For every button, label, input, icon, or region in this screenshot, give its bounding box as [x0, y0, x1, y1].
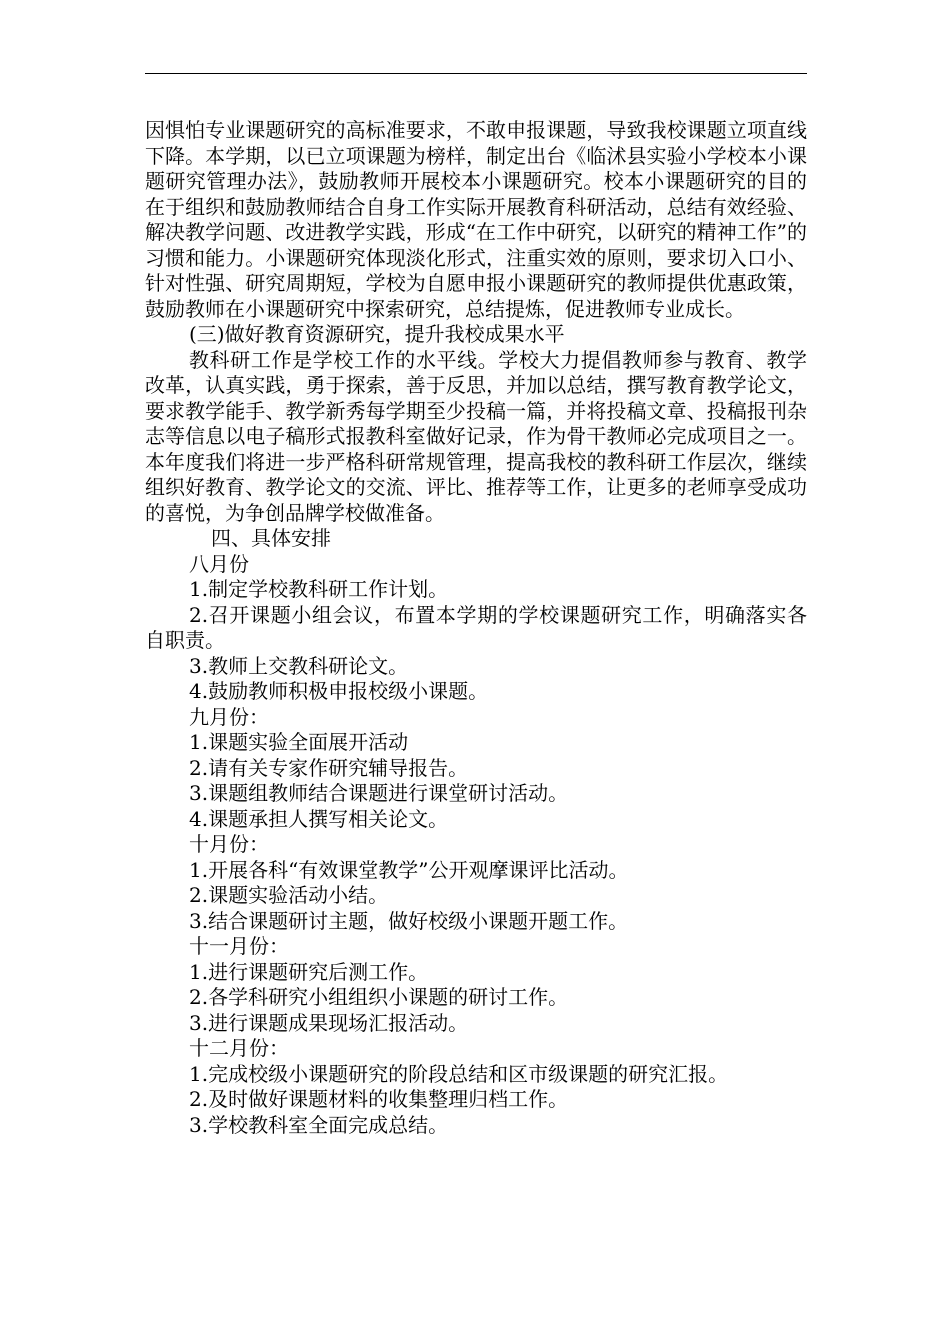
- paragraph-small-topic: 因惧怕专业课题研究的高标准要求，不敢申报课题，导致我校课题立项直线下降。本学期，以已立项课题为榜样，制定出台《临沭县实验小学校本小课题研究管理办法》，鼓励教师开展校本小课题研究。校本小课题研究的目的在于组织和鼓励教师结合自身工作实际开展教育科研活动，总结有效经验、解决教学问题、改进教学实践，形成“在工作中研究，以研究的精神工作”的习惯和能力。小课题研究体现淡化形式，注重实效的原则，要求切入口小、针对性强、研究周期短，学校为自愿申报小课题研究的教师提供优惠政策，鼓励教师在小课题研究中探索研究，总结提炼，促进教师专业成长。: [145, 118, 807, 321]
- list-item: 3.进行课题成果现场汇报活动。: [189, 1010, 469, 1035]
- list-item: 1.制定学校教科研工作计划。: [189, 577, 449, 601]
- header-rule: [145, 73, 807, 74]
- list-item: 2.召开课题小组会议，布置本学期的学校课题研究工作，明确落实各自职责。: [145, 602, 807, 652]
- month-title-oct: 十月份：: [189, 832, 269, 856]
- month-title-aug: 八月份: [189, 551, 249, 576]
- month-title-dec: 十二月份：: [189, 1036, 289, 1060]
- list-item: 1.进行课题研究后测工作。: [189, 959, 429, 984]
- list-item: 3.教师上交教科研论文。: [189, 653, 409, 678]
- month-title-sep: 九月份：: [189, 704, 269, 729]
- list-item: 3.课题组教师结合课题进行课堂研讨活动。: [189, 781, 569, 805]
- list-item: 2.各学科研究小组组织小课题的研讨工作。: [189, 985, 569, 1009]
- list-item: 2.请有关专家作研究辅导报告。: [189, 755, 469, 780]
- list-item: 4.鼓励教师积极申报校级小课题。: [189, 679, 489, 703]
- list-item: 1.课题实验全面展开活动: [189, 730, 409, 754]
- document-body: [145, 118, 807, 1138]
- paragraph-research: 教科研工作是学校工作的水平线。学校大力提倡教师参与教育、教学改革，认真实践，勇于探索，善于反思，并加以总结，撰写教育教学论文，要求教学能手、教学新秀每学期至少投稿一篇，并将投稿文章、投稿报刊杂志等信息以电子稿形式报教科室做好记录，作为骨干教师必完成项目之一。本年度我们将进一步严格科研常规管理，提高我校的教科研工作层次，继续组织好教育、教学论文的交流、评比、推荐等工作，让更多的老师享受成功的喜悦，为争创品牌学校做准备。: [145, 347, 807, 525]
- list-item: 1.完成校级小课题研究的阶段总结和区市级课题的研究汇报。: [189, 1061, 729, 1086]
- list-item: 4.课题承担人撰写相关论文。: [189, 806, 449, 831]
- section-heading-3: (三)做好教育资源研究，提升我校成果水平: [189, 322, 565, 346]
- list-item: 3.结合课题研讨主题，做好校级小课题开题工作。: [189, 908, 629, 933]
- month-title-nov: 十一月份：: [189, 934, 289, 958]
- list-item: 2.课题实验活动小结。: [189, 883, 389, 907]
- list-item: 3.学校教科室全面完成总结。: [189, 1112, 449, 1137]
- section-heading-4: 四、具体安排: [211, 526, 331, 550]
- list-item: 2.及时做好课题材料的收集整理归档工作。: [189, 1087, 569, 1111]
- list-item: 1.开展各科“有效课堂教学”公开观摩课评比活动。: [189, 857, 629, 882]
